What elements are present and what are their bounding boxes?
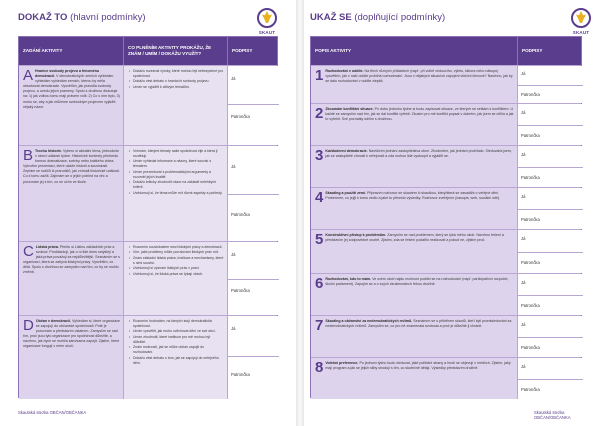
signature-cell[interactable] (517, 230, 583, 273)
signature-divider (228, 279, 279, 280)
signature-divider (518, 125, 583, 126)
activity-lead: Trochu historie. (35, 149, 62, 153)
signature-cell[interactable] (227, 316, 279, 399)
signature-cell[interactable] (227, 146, 279, 241)
activity-cell (19, 66, 123, 145)
header-description: POPIS AKTIVITY (315, 47, 352, 53)
proof-item: • Umím vysvětlit, jak mohu ovlivňovat dění ve své obci. (129, 329, 224, 334)
table-row (311, 315, 581, 357)
row-number: 6 (315, 275, 324, 292)
proof-item: • Umím prezentovat s problematickými argumenty a rozumět jejich kvalitě. (129, 170, 224, 180)
signature-cell[interactable] (227, 66, 279, 145)
proof-item: • Rozumím souvislostem mezi lidskými právy a demokracií. (129, 245, 224, 250)
left-footer: Skautská stezka OBČAN/OBČANKA (18, 410, 87, 415)
right-title-rest: (doplňující podmínky) (351, 12, 446, 23)
table-row (311, 187, 581, 229)
skaut-logo (254, 8, 280, 38)
left-page-title (18, 12, 146, 23)
signature-divider (518, 209, 583, 210)
activity-text: Přečtu si Listinu základních práv a svobod. Prodiskutuji, jak o ní lidé dnes smýšlejí a jaká práva považuji za nejdůležitější. Seznámím se s organizací, která se zabývá lidskými právy. Vysvětlím, co dělá. Spolu s družinou se zamyslím nad tím, co by se mohlo změnit. (23, 245, 120, 275)
activity-lead: Skauting a občanství za nedemokratických režimů. (325, 319, 413, 323)
row-number: 2 (315, 105, 324, 122)
table-row (311, 65, 581, 103)
signature-divider (228, 104, 279, 105)
activity-cell (19, 146, 123, 241)
proof-cell (123, 146, 227, 241)
signature-cell[interactable] (517, 358, 583, 399)
proof-item: • Uvědomuji si význam lidských práv v praxi. (129, 266, 224, 271)
left-page (0, 0, 296, 426)
signature-self: Já (231, 326, 236, 331)
right-footer: Skautská stezka OBČAN/OBČANKA (534, 410, 571, 420)
signature-self: Já (521, 71, 526, 76)
header-signatures: PODPISY (227, 37, 279, 65)
row-letter: A (23, 67, 34, 84)
proof-item: • Umím vyhledat informace a názory, které souvisí s tématem. (129, 159, 224, 169)
signature-patron: Patrončka (521, 175, 540, 180)
proof-item: • Vnímám, kterými tématy naše společnost žije a která ji rozdělují. (129, 149, 224, 159)
table-header (19, 37, 277, 65)
proof-item: • Uvědomuji si, že lidská práva se týkají všech. (129, 272, 224, 277)
left-title-bold: DOKAŽ TO (18, 12, 68, 23)
right-page-title (310, 12, 445, 23)
description-cell (311, 104, 517, 145)
description-cell (311, 358, 517, 399)
table-row (311, 145, 581, 187)
row-number: 8 (315, 359, 324, 376)
proof-item: • Dokážu kriticky zhodnotit názor na základě nelehkých kritérií. (129, 180, 224, 190)
proof-item: • Umím zhodnotit, které instituce pro mě mohou být důležité. (129, 335, 224, 345)
header-activity: ZADÁNÍ AKTIVITY (23, 47, 63, 53)
activity-text: Zamyslím se nad problémem, který se týká mého okolí. Navrhnu řešení a představím jej zodpovědné osobě. Zjistím, zda se řešení podařilo realizovat a pokud ne, zjistím proč. (325, 233, 504, 243)
signature-divider (518, 85, 583, 86)
signature-self: Já (521, 110, 526, 115)
table-row (311, 273, 581, 315)
proof-item: • Znám možnosti, jak se může občan zapojit do rozhodování. (129, 345, 224, 355)
signature-cell[interactable] (517, 188, 583, 229)
signature-self: Já (521, 236, 526, 241)
table-row (311, 357, 581, 399)
activity-text: Seznámím se s příběhem skautů, kteří byli pronásledováni za nedemokratických režimů. Zamyslím se, co pro ně znamenala svoboda a proč je důležité ji chránit. (325, 319, 512, 329)
row-number: 7 (315, 317, 324, 334)
activity-lead: Skauting a použití zemí. (325, 191, 367, 195)
signature-patron: Patrončka (231, 288, 250, 293)
table-row (19, 145, 277, 241)
activity-lead: Rozhodování v oddíle. (325, 69, 364, 73)
activity-lead: Konstruktivní přístup k problémům. (325, 233, 387, 237)
table-header (311, 37, 581, 65)
logo-text: SKAUT (572, 30, 590, 35)
activity-text: Připravím rozhovor se skautem či skautkou, který/která se zasadil/a o veřejné dění. Probereme, co jej/ji k tomu vedlo a jaké to přineslo výsledky. Rozhovor zveřejním (časopis, web, sociální sítě). (325, 191, 501, 201)
signature-patron: Patrončka (231, 114, 250, 119)
proof-item: • Dokážu vést debatu o tom, jak se zapojuji do veřejného dění. (129, 356, 224, 366)
signature-cell[interactable] (517, 316, 583, 357)
proof-item: • Znám základní lidská práva, instituce a mechanismy, které s nimi souvisí. (129, 256, 224, 266)
proof-item: • Vím, jaké problémy může porušování lidských práv mít. (129, 250, 224, 255)
signature-patron: Patrončka (521, 260, 540, 265)
signature-cell[interactable] (517, 146, 583, 187)
signature-cell[interactable] (517, 104, 583, 145)
proof-item: • Dokážu vést debatu o hranicích svobody projevu. (129, 79, 224, 84)
description-cell (311, 230, 517, 273)
signature-self: Já (521, 280, 526, 285)
proof-item: • Umím se vyjádřit k citlivým tématům. (129, 85, 224, 90)
proof-item: • Rozumím hodnotám, na kterých stojí demokratická společnost. (129, 319, 224, 329)
row-number: 5 (315, 231, 324, 248)
signature-patron: Patrončka (521, 387, 540, 392)
row-number: 3 (315, 147, 324, 164)
table-row (19, 65, 277, 145)
signature-divider (518, 295, 583, 296)
activity-lead: Občan v demokracii. (35, 319, 71, 323)
activity-lead: Rozhodování, kdo to mám. (325, 277, 372, 281)
signature-divider (228, 194, 279, 195)
signature-divider (518, 167, 583, 168)
signature-self: Já (231, 252, 236, 257)
main-conditions-table (18, 36, 278, 398)
signature-self: Já (521, 152, 526, 157)
proof-cell (123, 316, 227, 399)
activity-lead: Lidská práva. (35, 245, 59, 249)
activity-text: Vyhledám si, které organizace se zapojují do občanské společnosti. Poté je porovnám a představím ostatním. Zamyslím se nad tím, proč jsou tyto organizace pro společnost důležité, a navrhnu, jak bych se mohl/a sám/sama zapojit. Zjistím, které organizace fungují v mém okolí. (23, 319, 121, 349)
activity-text: V demokratických zemích vyhledám vyhledám vyhledám zemích, kterou by měla obsahovat demokracie. Vysvětlím, jak pravidla svobody projevu, a uvedu jejich prameny. Spolu s družinou diskutuje na: 1) jak volbou tomu mají právem volit. 2) Co s ním bylo, 3) mohu se, aby a jak můžeme svobodným projevem vyjádřit nějaký názor. (23, 74, 120, 109)
header-proof: CO PLNĚNÍM AKTIVITY PROKÁŽU, ŽE ZNÁM / UMÍM / DOKÁŽU VYUŽÍT? (123, 37, 227, 65)
page-gutter (296, 0, 304, 426)
signature-patron: Patrončka (521, 92, 540, 97)
signature-divider (228, 356, 279, 357)
logo-text: SKAUT (258, 30, 276, 35)
description-cell (311, 66, 517, 103)
signature-patron: Patrončka (521, 133, 540, 138)
signature-divider (518, 252, 583, 253)
signature-patron: Patrončka (231, 212, 250, 217)
activity-lead: Zkoumám konfliktní situace. (325, 107, 374, 111)
activity-text: Po dobu jednoho týdne si budu zapisovat situace, ve kterých se setkám s konfliktem. U každé se zamyslím nad tím, jak se dal konflikt vyřešit. Zkusím pro mě konflikt popsat v dobrém, jak jsem se cítil/a a jak to vyřešit. Své poznatky sdílím s družinou. (325, 107, 514, 122)
description-cell (311, 146, 517, 187)
description-cell (311, 188, 517, 229)
header-signatures: PODPISY (517, 37, 583, 65)
left-title-rest: (hlavní podmínky) (67, 12, 146, 23)
proof-cell (123, 242, 227, 315)
signature-self: Já (231, 164, 236, 169)
activity-lead: Volební preference. (325, 361, 359, 365)
signature-divider (518, 337, 583, 338)
row-letter: C (23, 243, 34, 260)
skaut-logo (568, 8, 594, 38)
signature-cell[interactable] (517, 66, 583, 103)
table-row (19, 241, 277, 315)
signature-patron: Patrončka (521, 217, 540, 222)
signature-self: Já (231, 76, 236, 81)
signature-patron: Patrončka (231, 372, 250, 377)
signature-self: Já (521, 364, 526, 369)
table-row (311, 103, 581, 145)
row-number: 1 (315, 67, 324, 84)
activity-text: Na třech různých příkladech (např. při volbě vedoucího, výletu, tábora nebo nákupu) vysvětlím, jak v naší oddíle probíhá rozhodování. Jsou v nějakých situacích zapojeni všichni členové? Navrhnu, jak by se dalo rozhodování v oddíle zlepšit. (325, 69, 513, 84)
table-row (19, 315, 277, 399)
row-letter: D (23, 317, 34, 334)
table-row (311, 229, 581, 273)
extra-conditions-table (310, 36, 582, 398)
activity-text: Ve svém okolí najdu možnost podílet se na rozhodování (např. participativní rozpočet, školní parlament). Zapojím se a o svých zkušenostech řeknu družině. (325, 277, 509, 287)
activity-cell (19, 242, 123, 315)
proof-cell (123, 66, 227, 145)
signature-cell[interactable] (227, 242, 279, 315)
activity-lead: Hranice svobody projevu a fenoménu demokracii. (35, 69, 100, 79)
row-letter: B (23, 147, 34, 164)
proof-item: • Uvědomuji si, že téma může mít různé aspekty a pohledy. (129, 191, 224, 196)
signature-patron: Patrončka (521, 303, 540, 308)
proof-item: • Dokážu rozeznat výroky, které mohou být nebezpečné pro společnost. (129, 69, 224, 79)
description-cell (311, 316, 517, 357)
signature-self: Já (521, 322, 526, 327)
activity-text: Po jednom týdnu budu sledovat, jaké politické strany a hnutí se objevují v médiích. Zjistím, jaký mají program a jak se jejich sliby shodují s tím, co skutečně dělají. Výsledky představím družině. (325, 361, 511, 371)
description-cell (311, 274, 517, 315)
signature-divider (518, 379, 583, 380)
activity-text: Vyberu si aktuální téma, jednoduše v rámci událostí týdne. Historické kontexty předvedu formou dramatizace, scénky nebo krátkého videa. Vytvořím prezentaci, které ukáže historii a souvislosti. Zeptám se rodičů či prarodičů, jak vnímali historické události. Co k tomu zažili. Zajímám se o jejich pohled na věc a porovnám jej s tím, co se učím ve škole. (23, 149, 120, 184)
row-number: 4 (315, 189, 324, 206)
activity-lead: Každodenní demokracie. (325, 149, 368, 153)
activity-cell (19, 316, 123, 399)
signature-cell[interactable] (517, 274, 583, 315)
right-title-bold: UKAŽ SE (310, 12, 352, 23)
signature-patron: Patrončka (521, 345, 540, 350)
activity-text: Navštívím jednání zastupitelstva obce. Zhodnotím, jak jednání probíhalo. Sledoval/a jsem, jak se zastupitelé chovali k veřejnosti a zda mohou lidé vystoupit a vyjádřit se. (325, 149, 512, 159)
signature-self: Já (521, 194, 526, 199)
right-page (304, 0, 600, 426)
